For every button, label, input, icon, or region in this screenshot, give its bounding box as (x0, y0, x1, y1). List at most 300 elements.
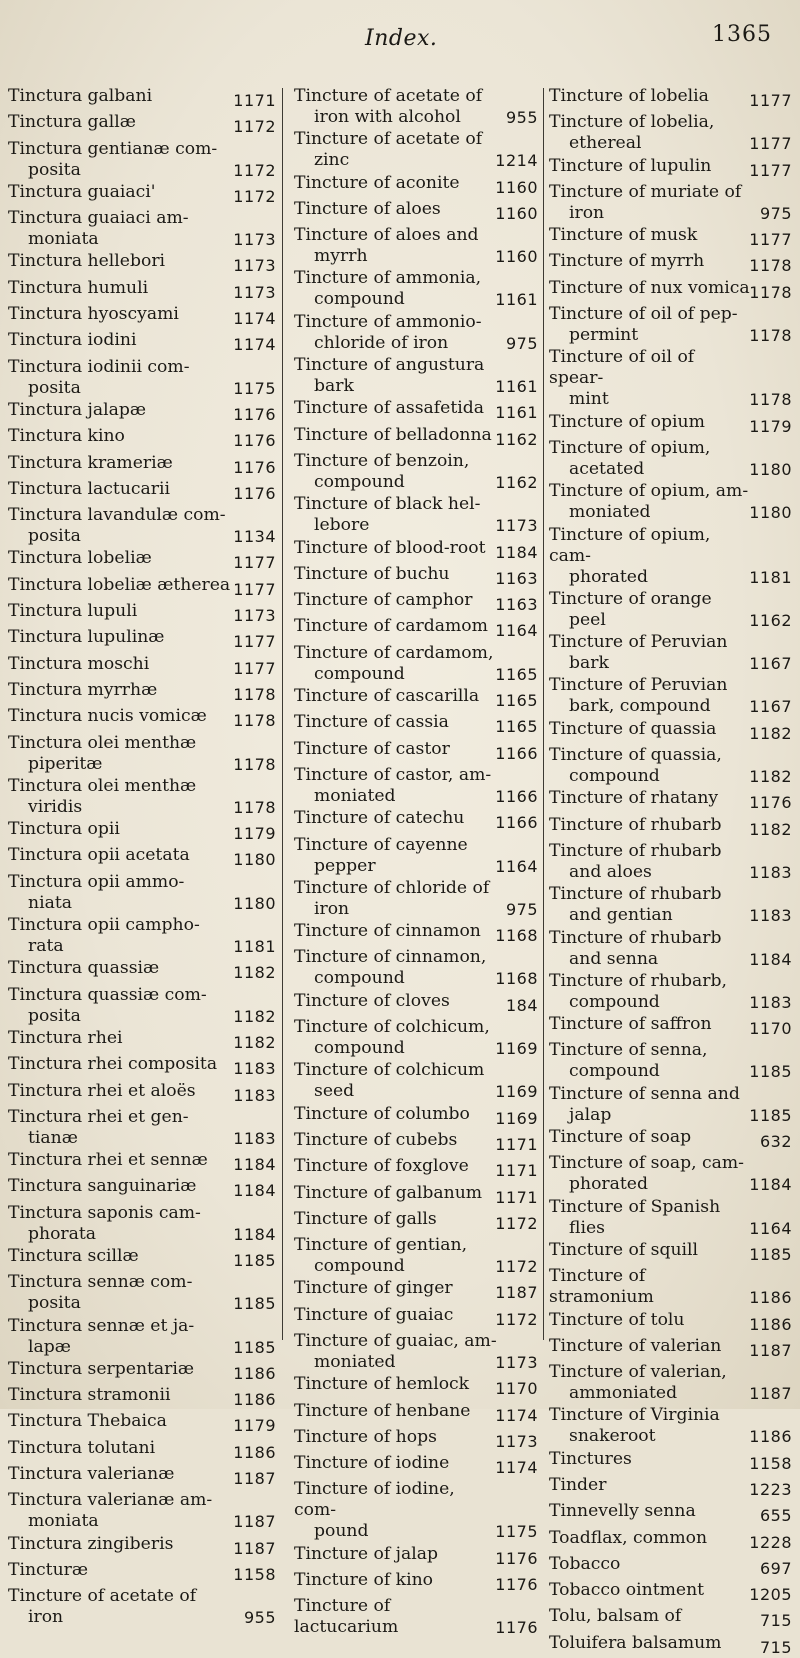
entry-page-number: 1182 (749, 767, 792, 787)
entry-term-continuation: and aloes (569, 861, 652, 882)
entry-page-number: 1173 (495, 1352, 538, 1372)
entry-page-number: 1177 (749, 230, 792, 250)
index-entry (8, 278, 276, 303)
entry-term-continuation: niata (28, 892, 72, 913)
entry-term-continuation: seed (314, 1081, 355, 1102)
index-entry (294, 1570, 538, 1595)
entry-page-number: 1174 (233, 309, 276, 329)
index-entry (8, 1316, 276, 1358)
index-entry (549, 841, 792, 883)
entry-term: Tincture of chloride of (294, 877, 490, 898)
index-entry (549, 1580, 792, 1605)
entry-term: Tincture of hops (294, 1426, 437, 1447)
index-entry (549, 1475, 792, 1500)
index-entry (294, 1453, 538, 1478)
index-entry (294, 312, 538, 354)
entry-term: Tincture of lobelia (549, 86, 709, 106)
entry-term-continuation: iron (28, 1607, 64, 1628)
index-entry (294, 225, 538, 267)
index-entry (549, 1501, 792, 1526)
index-entry (294, 1209, 538, 1234)
entry-term: Tincture of iodine (294, 1453, 450, 1474)
index-entry (549, 1554, 792, 1579)
entry-page-number: 1184 (749, 1175, 792, 1195)
entry-term-continuation: ethereal (569, 133, 642, 154)
index-column-left (8, 86, 276, 1628)
entry-term-continuation: and senna (569, 948, 659, 969)
entry-page-number: 1165 (495, 717, 538, 737)
index-entry (8, 453, 276, 478)
index-entry (8, 86, 276, 111)
index-entry (549, 525, 792, 588)
entry-term: Tinctura lactucarii (8, 478, 170, 499)
entry-term: Tinctura nucis vomicæ (8, 706, 207, 727)
entry-term: Tincture of Peruvian (549, 675, 728, 696)
entry-page-number: 1180 (233, 850, 276, 870)
entry-page-number: 1186 (749, 1288, 792, 1308)
entry-term-continuation: iron with alcohol (314, 107, 461, 127)
entry-page-number: 1171 (495, 1161, 538, 1181)
index-entry (8, 575, 276, 600)
index-entry (294, 1235, 538, 1277)
index-entry (549, 225, 792, 250)
entry-term-continuation: acetated (569, 458, 645, 479)
entry-term-continuation: compound (314, 471, 405, 492)
entry-page-number: 1165 (495, 664, 538, 684)
entry-term-continuation: tianæ (28, 1127, 78, 1148)
entry-page-number: 1162 (495, 472, 538, 492)
entry-term: Tinctura quassiæ com- (8, 984, 207, 1005)
entry-page-number: 1161 (495, 377, 538, 397)
entry-page-number: 1172 (233, 186, 276, 206)
entry-term: Tincture of foxglove (294, 1156, 469, 1177)
entry-page-number: 1179 (233, 824, 276, 844)
entry-page-number: 1173 (233, 606, 276, 626)
entry-page-number: 1160 (495, 203, 538, 223)
page-number: 1365 (712, 22, 772, 47)
entry-page-number: 1184 (749, 949, 792, 969)
entry-term: Tincture of acetate of (294, 129, 483, 150)
index-entry (294, 1278, 538, 1303)
entry-term: Tincturæ (8, 1559, 89, 1580)
entry-page-number: 1177 (233, 658, 276, 678)
index-entry (549, 1153, 792, 1195)
entry-term: Tinctura olei menthæ (8, 732, 197, 753)
entry-term: Tinctura hellebori (8, 251, 166, 272)
entry-page-number: 975 (505, 899, 538, 919)
entry-term: Tincture of galbanum (294, 1182, 483, 1203)
entry-term: Tincture of cubebs (294, 1129, 458, 1150)
entry-term: Tincture of colchicum, (294, 1017, 490, 1038)
entry-term: Tinctura gentianæ com- (8, 138, 218, 159)
entry-page-number: 1187 (233, 1512, 276, 1532)
entry-page-number: 1181 (233, 937, 276, 957)
entry-term: Tinctura rhei composita (8, 1054, 218, 1075)
entry-term: Tincture of acetate of (8, 1586, 197, 1607)
entry-page-number: 1184 (233, 1155, 276, 1175)
index-entry (294, 494, 538, 536)
entry-page-number: 1186 (233, 1442, 276, 1462)
entry-term: Tincture of lactucarium (294, 1596, 399, 1638)
entry-page-number: 1183 (233, 1059, 276, 1079)
index-entry (549, 1362, 792, 1404)
index-entry (294, 1427, 538, 1452)
index-entry (294, 835, 538, 877)
entry-page-number: 1174 (495, 1458, 538, 1478)
entry-term: Tincture of rhatany (549, 788, 719, 809)
entry-term: Tincture of musk (549, 225, 698, 246)
entry-page-number: 1185 (749, 1244, 792, 1264)
index-entry (8, 1464, 276, 1489)
entry-page-number: 1176 (749, 793, 792, 813)
index-entry (8, 1107, 276, 1149)
entry-term: Tincture of quassia (549, 718, 717, 739)
index-entry (294, 643, 538, 685)
index-entry (549, 112, 792, 154)
entry-page-number: 1174 (233, 335, 276, 355)
entry-page-number: 1171 (495, 1134, 538, 1154)
index-entry (549, 1197, 792, 1239)
index-entry (549, 815, 792, 840)
index-entry (294, 947, 538, 989)
entry-page-number: 1165 (495, 691, 538, 711)
entry-page-number: 1178 (233, 754, 276, 774)
entry-term: Tinctura iodinii com- (8, 356, 190, 377)
entry-term: Tincture of quassia, (549, 745, 722, 766)
entry-term: Tinctura sanguinariæ (8, 1176, 197, 1197)
index-entry (294, 355, 538, 397)
entry-page-number: 1178 (233, 711, 276, 731)
entry-term-continuation: peel (569, 609, 606, 630)
entry-page-number: 1176 (233, 404, 276, 424)
entry-term: Tincture of oil of pep- (549, 304, 738, 325)
entry-term-continuation: moniata (28, 1511, 99, 1532)
entry-term: Tinctura tolutani (8, 1437, 156, 1458)
entry-page-number: 1173 (495, 1431, 538, 1451)
index-entry (294, 425, 538, 450)
entry-term: Tincture of guaiac, am- (294, 1330, 497, 1351)
entry-page-number: 1169 (495, 1108, 538, 1128)
entry-term: Tincture of senna, (549, 1040, 708, 1061)
index-entry (294, 808, 538, 833)
entry-term: Tincture of ammonio- (294, 311, 482, 332)
entry-page-number: 1187 (233, 1469, 276, 1489)
entry-page-number: 1162 (749, 610, 792, 630)
entry-page-number: 1175 (233, 378, 276, 398)
entry-page-number: 1182 (749, 723, 792, 743)
index-entry (294, 991, 538, 1016)
entry-page-number: 1163 (495, 568, 538, 588)
entry-page-number: 1184 (233, 1181, 276, 1201)
index-entry (8, 1586, 276, 1628)
entry-page-number: 1161 (495, 290, 538, 310)
index-entry (549, 745, 792, 787)
index-entry (549, 1240, 792, 1265)
entry-term: Tinctura opii ammo- (8, 871, 185, 892)
index-entry (8, 1081, 276, 1106)
entry-term: Tincture of castor, am- (294, 764, 492, 785)
index-entry (294, 686, 538, 711)
entry-term: Tinctura rhei et aloës (8, 1080, 196, 1101)
entry-term: Tinctura rhei (8, 1027, 123, 1048)
index-entry (8, 357, 276, 399)
index-entry (8, 505, 276, 547)
entry-term: Tincture of cinnamon (294, 921, 481, 942)
index-entry (8, 182, 276, 207)
index-entry (294, 398, 538, 423)
entry-page-number: 655 (759, 1506, 792, 1526)
entry-term: Tincture of ammonia, (294, 268, 482, 289)
entry-term-continuation: compound (314, 1038, 405, 1059)
index-entry (8, 985, 276, 1027)
entry-page-number: 1177 (749, 91, 792, 110)
entry-term: Tincture of cassia (294, 712, 449, 733)
index-entry (8, 680, 276, 705)
entry-term: Tincture of lobelia, (549, 112, 715, 133)
index-entry (549, 86, 792, 111)
index-entry (8, 330, 276, 355)
entry-page-number: 975 (505, 333, 538, 353)
page-header (0, 22, 800, 72)
entry-term: Tinctura olei menthæ (8, 775, 197, 796)
entry-term-continuation: compound (314, 1256, 405, 1277)
entry-term: Tincture of kino (294, 1570, 433, 1591)
index-entry (549, 304, 792, 346)
entry-term: Tincture of ginger (294, 1278, 453, 1299)
index-entry (294, 173, 538, 198)
entry-page-number: 1183 (749, 906, 792, 926)
entry-page-number: 1174 (495, 1405, 538, 1425)
entry-term: Tinctura hyoscyami (8, 304, 179, 325)
entry-page-number: 184 (505, 995, 538, 1015)
entry-term: Tobacco ointment (549, 1580, 705, 1601)
entry-term-continuation: compound (569, 1061, 660, 1082)
entry-term: Tincture of castor (294, 738, 450, 759)
index-entry (549, 1266, 792, 1308)
index-entry (8, 601, 276, 626)
index-entry (549, 251, 792, 276)
entry-term: Tinctura guaiaci am- (8, 208, 189, 229)
entry-term: Tinctura Thebaica (8, 1411, 167, 1432)
index-entry (8, 251, 276, 276)
entry-page-number: 1177 (233, 632, 276, 652)
index-entry (8, 479, 276, 504)
entry-page-number: 1186 (749, 1427, 792, 1447)
entry-term: Tinctura quassiæ (8, 958, 160, 979)
index-entry (549, 182, 792, 224)
entry-page-number: 1163 (495, 595, 538, 615)
entry-term: Tinctura lupulinæ (8, 627, 165, 648)
entry-term: Tincture of valerian (549, 1335, 722, 1356)
index-entry (8, 1411, 276, 1436)
entry-page-number: 1166 (495, 786, 538, 806)
index-entry (8, 1385, 276, 1410)
entry-term: Tinctura valerianæ (8, 1464, 175, 1485)
entry-page-number: 1177 (749, 160, 792, 180)
entry-term-continuation: moniata (28, 229, 99, 250)
entry-term: Tincture of stramonium (549, 1266, 654, 1308)
entry-term: Tincture of opium, am- (549, 481, 749, 502)
index-entry (8, 1054, 276, 1079)
entry-page-number: 1223 (749, 1479, 792, 1499)
entry-term-continuation: posita (28, 159, 81, 180)
index-entry (549, 1606, 792, 1631)
entry-term: Tincture of iodine, com- (294, 1479, 455, 1521)
entry-term: Tinctura rhei et sennæ (8, 1150, 208, 1171)
entry-term: Tincture of Peruvian (549, 632, 728, 653)
entry-term: Tincture of soap, cam- (549, 1153, 744, 1174)
entry-term-continuation: piperitæ (28, 753, 103, 774)
index-entry (8, 733, 276, 775)
index-entry (8, 400, 276, 425)
entry-page-number: 632 (759, 1132, 792, 1152)
entry-term: Tinctura humuli (8, 277, 149, 298)
entry-term-continuation: bark (314, 376, 354, 397)
index-entry (549, 719, 792, 744)
entry-term-continuation: permint (569, 325, 639, 346)
index-entry (294, 268, 538, 310)
entry-page-number: 1172 (233, 160, 276, 180)
index-entry (549, 1336, 792, 1361)
index-entry (8, 1203, 276, 1245)
entry-page-number: 1186 (233, 1363, 276, 1383)
entry-page-number: 1166 (495, 813, 538, 833)
index-entry (549, 1084, 792, 1126)
entry-page-number: 1187 (749, 1340, 792, 1360)
entry-term-continuation: zinc (314, 150, 350, 171)
entry-page-number: 1169 (495, 1082, 538, 1102)
entry-term: Tincture of hemlock (294, 1374, 470, 1395)
index-entry (549, 788, 792, 813)
entry-page-number: 1185 (233, 1294, 276, 1314)
entry-term-continuation: compound (569, 766, 660, 787)
index-entry (8, 112, 276, 137)
entry-term-continuation: mint (569, 389, 609, 410)
entry-term: Tinctura opii acetata (8, 845, 190, 866)
entry-term: Tincture of squill (549, 1239, 699, 1260)
entry-page-number: 1185 (233, 1337, 276, 1357)
entry-term-continuation: chloride of iron (314, 332, 449, 353)
entry-page-number: 1205 (749, 1585, 792, 1605)
entry-term-continuation: pound (314, 1521, 369, 1542)
entry-page-number: 1168 (495, 926, 538, 946)
entry-page-number: 1178 (749, 390, 792, 410)
index-entry (8, 776, 276, 818)
entry-term: Tinctura scillæ (8, 1245, 139, 1266)
index-entry (294, 1130, 538, 1155)
entry-term: Tincture of black hel- (294, 494, 481, 515)
entry-term: Tincture of senna and (549, 1083, 740, 1104)
entry-page-number: 1182 (233, 1006, 276, 1026)
entry-term: Tinctura valerianæ am- (8, 1490, 213, 1511)
index-entry (294, 712, 538, 737)
entry-term: Tincture of buchu (294, 563, 450, 584)
entry-page-number: 1176 (495, 1548, 538, 1568)
entry-page-number: 1172 (495, 1309, 538, 1329)
index-entry (8, 304, 276, 329)
entry-term: Tincture of cardamom, (294, 642, 494, 663)
entry-term-continuation: moniated (314, 1351, 396, 1372)
index-entry (294, 1305, 538, 1330)
entry-term-continuation: posita (28, 1293, 81, 1314)
entry-page-number: 1183 (749, 862, 792, 882)
entry-page-number: 1182 (749, 819, 792, 839)
entry-term-continuation: iron (569, 202, 605, 223)
page-title: Index. (365, 26, 438, 51)
entry-term: Tincture of nux vomica (549, 277, 750, 298)
entry-page-number: 1176 (233, 457, 276, 477)
entry-page-number: 1164 (495, 621, 538, 641)
entry-page-number: 1161 (495, 403, 538, 423)
index-entry (8, 1438, 276, 1463)
entry-term-continuation: rata (28, 936, 64, 957)
index-entry (294, 1479, 538, 1542)
index-entry (549, 278, 792, 303)
entry-page-number: 1172 (233, 117, 276, 137)
entry-term: Tincture of myrrh (549, 251, 705, 272)
index-entry (549, 1405, 792, 1447)
entry-page-number: 715 (759, 1611, 792, 1631)
entry-term: Tincture of opium (549, 411, 705, 432)
index-entry (294, 616, 538, 641)
index-entry (549, 1528, 792, 1553)
entry-page-number: 1158 (233, 1564, 276, 1584)
entry-page-number: 1176 (233, 483, 276, 503)
entry-term: Tincture of guaiac (294, 1304, 454, 1325)
entry-term: Tinctura gallæ (8, 112, 136, 133)
index-entry (8, 1176, 276, 1201)
entry-term: Tinctura saponis cam- (8, 1202, 201, 1223)
entry-page-number: 1164 (749, 1218, 792, 1238)
index-entry (8, 1272, 276, 1314)
index-entry (549, 1449, 792, 1474)
entry-page-number: 1164 (495, 856, 538, 876)
entry-page-number: 1171 (495, 1187, 538, 1207)
entry-page-number: 1160 (495, 247, 538, 267)
entry-term-continuation: phorated (569, 566, 648, 587)
entry-page-number: 1182 (233, 963, 276, 983)
entry-page-number: 1175 (495, 1522, 538, 1542)
entry-term: Tincture of muriate of (549, 181, 742, 202)
index-entry (294, 564, 538, 589)
index-entry (8, 958, 276, 983)
entry-term-continuation: compound (314, 289, 405, 310)
entry-page-number: 1186 (749, 1314, 792, 1334)
entry-page-number: 1179 (749, 416, 792, 436)
entry-page-number: 1173 (233, 256, 276, 276)
entry-page-number: 1179 (233, 1416, 276, 1436)
entry-page-number: 1162 (495, 429, 538, 449)
index-column-middle (294, 86, 538, 1638)
entry-page-number: 1181 (749, 567, 792, 587)
entry-page-number: 697 (759, 1558, 792, 1578)
index-entry (8, 706, 276, 731)
index-entry (8, 845, 276, 870)
entry-term: Tincture of cayenne (294, 834, 468, 855)
index-entry (8, 139, 276, 181)
entry-page-number: 1187 (233, 1538, 276, 1558)
index-entry (8, 1028, 276, 1053)
entry-term: Tincture of gentian, (294, 1235, 468, 1256)
entry-page-number: 1170 (495, 1379, 538, 1399)
entry-page-number: 1160 (495, 177, 538, 197)
entry-page-number: 955 (243, 1608, 276, 1628)
index-entry (294, 129, 538, 171)
entry-term: Tinctura lobeliæ ætherea (8, 574, 231, 595)
entry-term: Tincture of acetate of (294, 86, 483, 106)
entry-page-number: 1185 (233, 1250, 276, 1270)
entry-page-number: 1170 (749, 1019, 792, 1039)
